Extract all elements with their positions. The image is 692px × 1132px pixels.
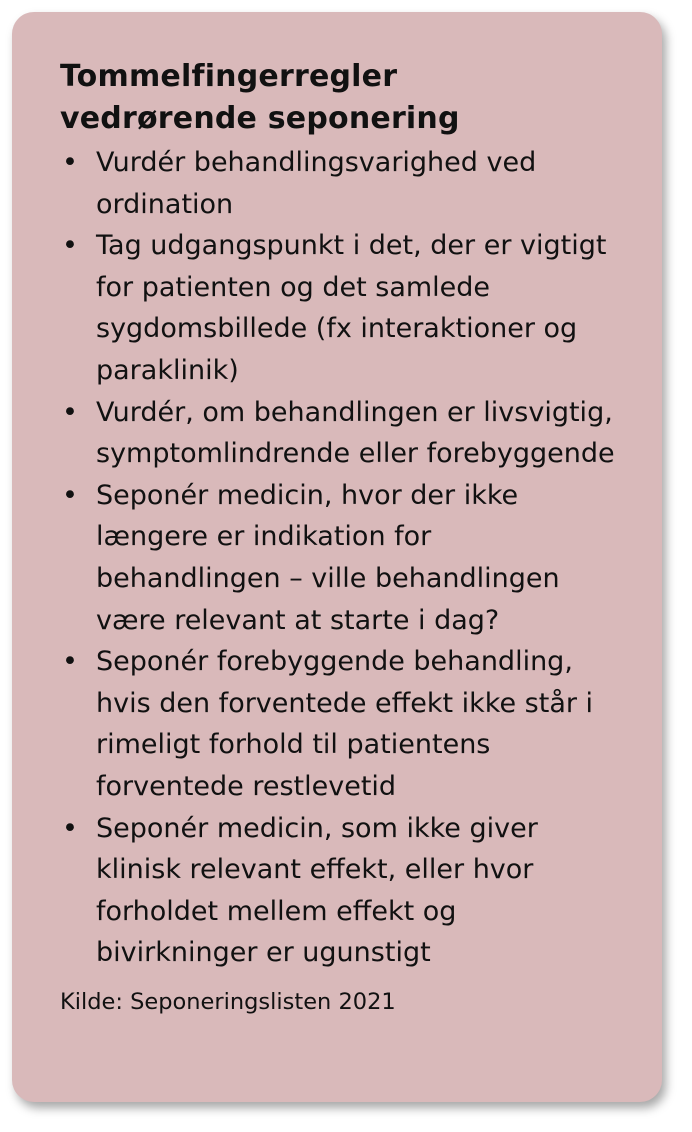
rules-of-thumb-box <box>12 12 662 1102</box>
bullet-icon: • <box>62 396 78 428</box>
rule-text: Vurdér behandlingsvarighed ved ordination <box>96 147 537 220</box>
rule-text: Seponér forebyggende behandling, hvis den forventede effekt ikke står i rimeligt forhold til patientens forventede restlevetid <box>96 646 594 802</box>
source-citation: Kilde: Seponeringslisten 2021 <box>60 988 396 1015</box>
bullet-icon: • <box>62 812 78 844</box>
bullet-icon: • <box>62 646 78 678</box>
list-item <box>60 641 622 807</box>
list-item <box>60 142 622 225</box>
list-item <box>60 225 622 391</box>
rule-text: Seponér medicin, som ikke giver klinisk relevant effekt, eller hvor forholdet mellem effekt og bivirkninger er ugunstigt <box>96 812 538 969</box>
list-item <box>60 475 622 641</box>
bullet-icon: • <box>62 147 78 178</box>
list-item <box>60 392 622 475</box>
title-line-2: vedrørende seponering <box>60 101 460 136</box>
rule-text: Seponér medicin, hvor der ikke længere er indikation for behandlingen – ville behandlingen være relevant at starte i dag? <box>96 479 560 636</box>
list-item <box>60 808 622 974</box>
rule-text: Vurdér, om behandlingen er livsvigtig, symptomlindrende eller forebyggende <box>96 396 615 470</box>
bullet-icon: • <box>62 479 78 511</box>
title-line-1: Tommelfingerregler <box>60 59 398 94</box>
rules-list <box>60 142 622 974</box>
bullet-icon: • <box>62 230 78 262</box>
rule-text: Tag udgangspunkt i det, der er vigtigt for patienten og det samlede sygdomsbillede (fx interaktioner og paraklinik) <box>96 230 607 386</box>
box-title <box>60 56 622 140</box>
